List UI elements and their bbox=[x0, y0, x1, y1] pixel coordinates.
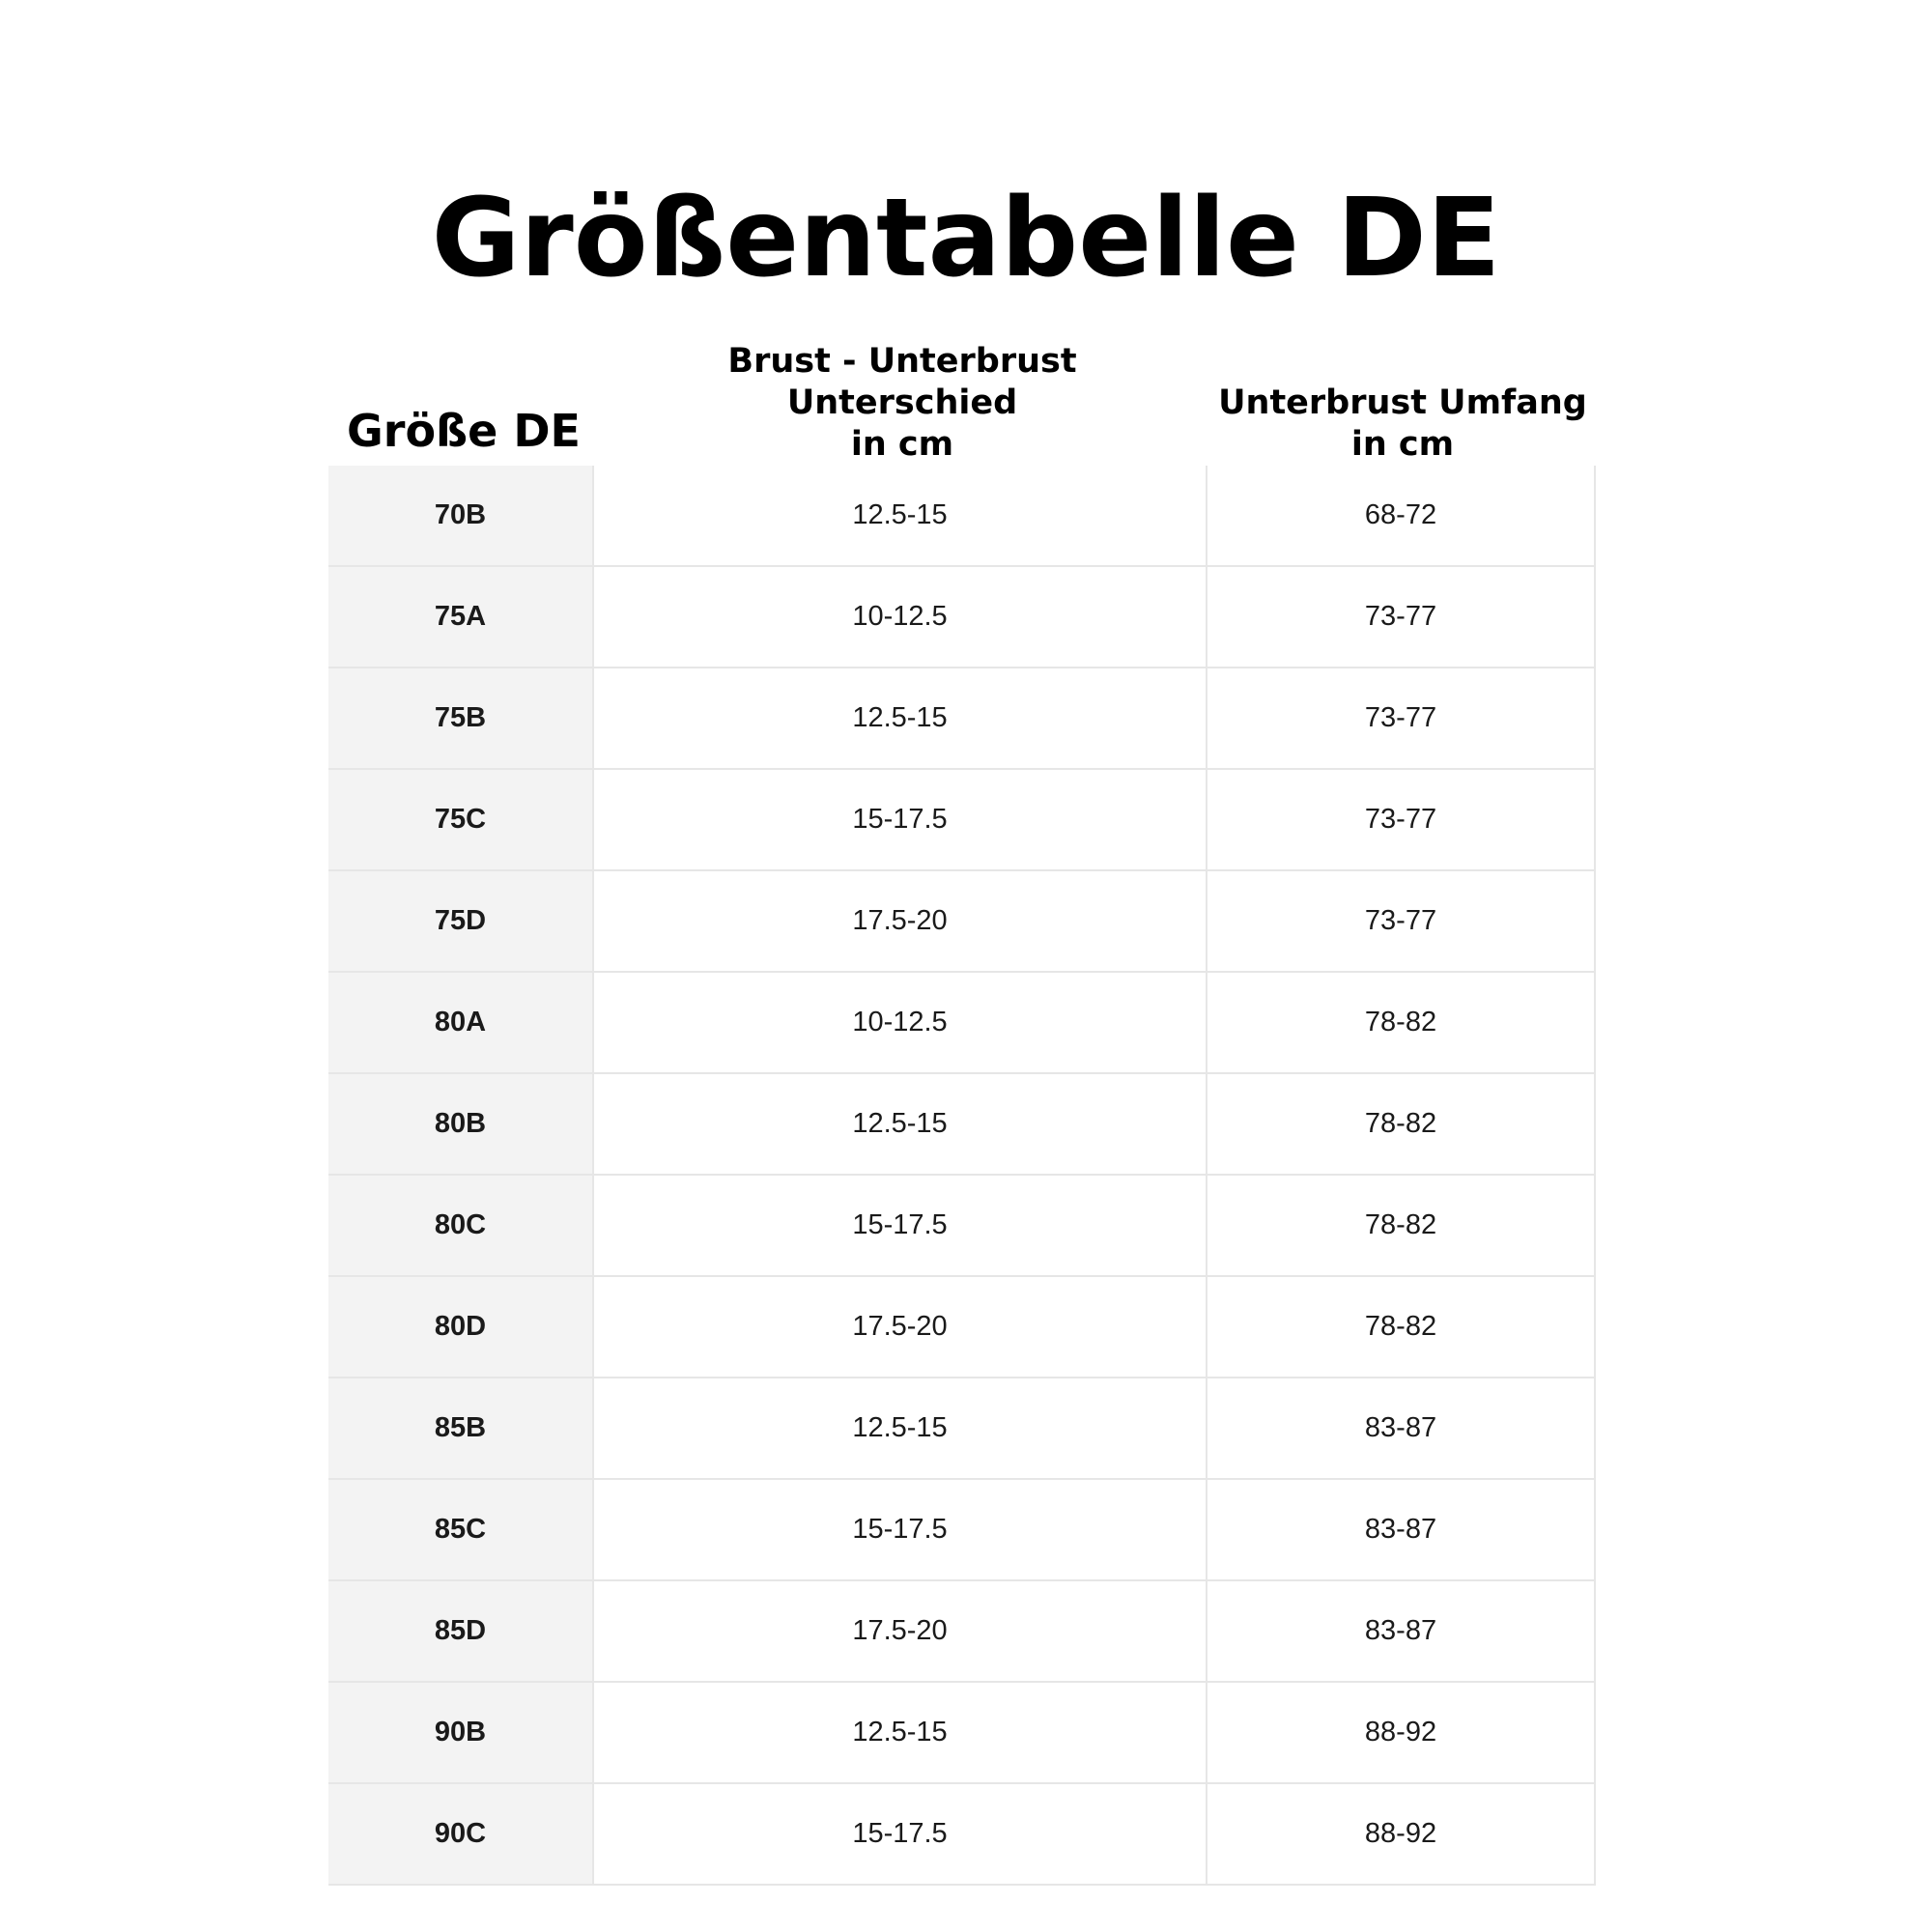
table-row bbox=[328, 668, 1595, 769]
cell-size: 75A bbox=[328, 566, 593, 668]
table-row bbox=[328, 466, 1595, 566]
cell-bust-difference: 10-12.5 bbox=[593, 566, 1207, 668]
cell-size: 85D bbox=[328, 1580, 593, 1682]
cell-underbust: 73-77 bbox=[1207, 566, 1595, 668]
cell-size: 75D bbox=[328, 870, 593, 972]
table-row bbox=[328, 769, 1595, 870]
cell-underbust: 88-92 bbox=[1207, 1682, 1595, 1783]
cell-size: 70B bbox=[328, 466, 593, 566]
table-row bbox=[328, 1175, 1595, 1276]
header-size bbox=[328, 340, 599, 466]
table-row bbox=[328, 1580, 1595, 1682]
cell-underbust: 73-77 bbox=[1207, 769, 1595, 870]
cell-size: 85B bbox=[328, 1378, 593, 1479]
cell-size: 75B bbox=[328, 668, 593, 769]
cell-underbust: 88-92 bbox=[1207, 1783, 1595, 1885]
header-size-label: Größe DE bbox=[347, 405, 581, 457]
table-row bbox=[328, 566, 1595, 668]
cell-underbust: 73-77 bbox=[1207, 870, 1595, 972]
cell-size: 75C bbox=[328, 769, 593, 870]
header-diff-line-2: Unterschied bbox=[786, 384, 1018, 422]
cell-bust-difference: 15-17.5 bbox=[593, 769, 1207, 870]
cell-size: 85C bbox=[328, 1479, 593, 1580]
cell-bust-difference: 15-17.5 bbox=[593, 1783, 1207, 1885]
cell-bust-difference: 17.5-20 bbox=[593, 1276, 1207, 1378]
cell-bust-difference: 12.5-15 bbox=[593, 1073, 1207, 1175]
cell-size: 80B bbox=[328, 1073, 593, 1175]
cell-bust-difference: 10-12.5 bbox=[593, 972, 1207, 1073]
header-underbust-circumference bbox=[1209, 340, 1596, 466]
cell-underbust: 83-87 bbox=[1207, 1378, 1595, 1479]
header-diff-line-1: Brust - Unterbrust bbox=[727, 342, 1077, 381]
cell-underbust: 78-82 bbox=[1207, 1276, 1595, 1378]
cell-bust-difference: 17.5-20 bbox=[593, 1580, 1207, 1682]
cell-size: 80A bbox=[328, 972, 593, 1073]
header-bust-underbust-difference bbox=[593, 340, 1211, 466]
cell-bust-difference: 12.5-15 bbox=[593, 668, 1207, 769]
cell-size: 80D bbox=[328, 1276, 593, 1378]
cell-bust-difference: 15-17.5 bbox=[593, 1175, 1207, 1276]
table-row bbox=[328, 1783, 1595, 1885]
cell-underbust: 73-77 bbox=[1207, 668, 1595, 769]
cell-size: 90C bbox=[328, 1783, 593, 1885]
size-table-body bbox=[328, 466, 1595, 1885]
cell-bust-difference: 15-17.5 bbox=[593, 1479, 1207, 1580]
cell-bust-difference: 12.5-15 bbox=[593, 1378, 1207, 1479]
table-row bbox=[328, 1479, 1595, 1580]
cell-underbust: 78-82 bbox=[1207, 1175, 1595, 1276]
table-row bbox=[328, 972, 1595, 1073]
cell-underbust: 68-72 bbox=[1207, 466, 1595, 566]
cell-underbust: 78-82 bbox=[1207, 972, 1595, 1073]
header-diff-line-3: in cm bbox=[850, 425, 954, 464]
cell-underbust: 83-87 bbox=[1207, 1580, 1595, 1682]
cell-size: 90B bbox=[328, 1682, 593, 1783]
cell-bust-difference: 12.5-15 bbox=[593, 466, 1207, 566]
table-row bbox=[328, 1073, 1595, 1175]
size-table bbox=[328, 466, 1596, 1886]
table-row bbox=[328, 1378, 1595, 1479]
header-underbust-line-2: in cm bbox=[1350, 425, 1455, 464]
cell-bust-difference: 17.5-20 bbox=[593, 870, 1207, 972]
header-underbust-line-1: Unterbrust Umfang bbox=[1218, 384, 1587, 422]
cell-size: 80C bbox=[328, 1175, 593, 1276]
page-title: Größentabelle DE bbox=[431, 176, 1501, 301]
table-row bbox=[328, 1682, 1595, 1783]
cell-underbust: 83-87 bbox=[1207, 1479, 1595, 1580]
cell-underbust: 78-82 bbox=[1207, 1073, 1595, 1175]
table-row bbox=[328, 1276, 1595, 1378]
cell-bust-difference: 12.5-15 bbox=[593, 1682, 1207, 1783]
table-row bbox=[328, 870, 1595, 972]
